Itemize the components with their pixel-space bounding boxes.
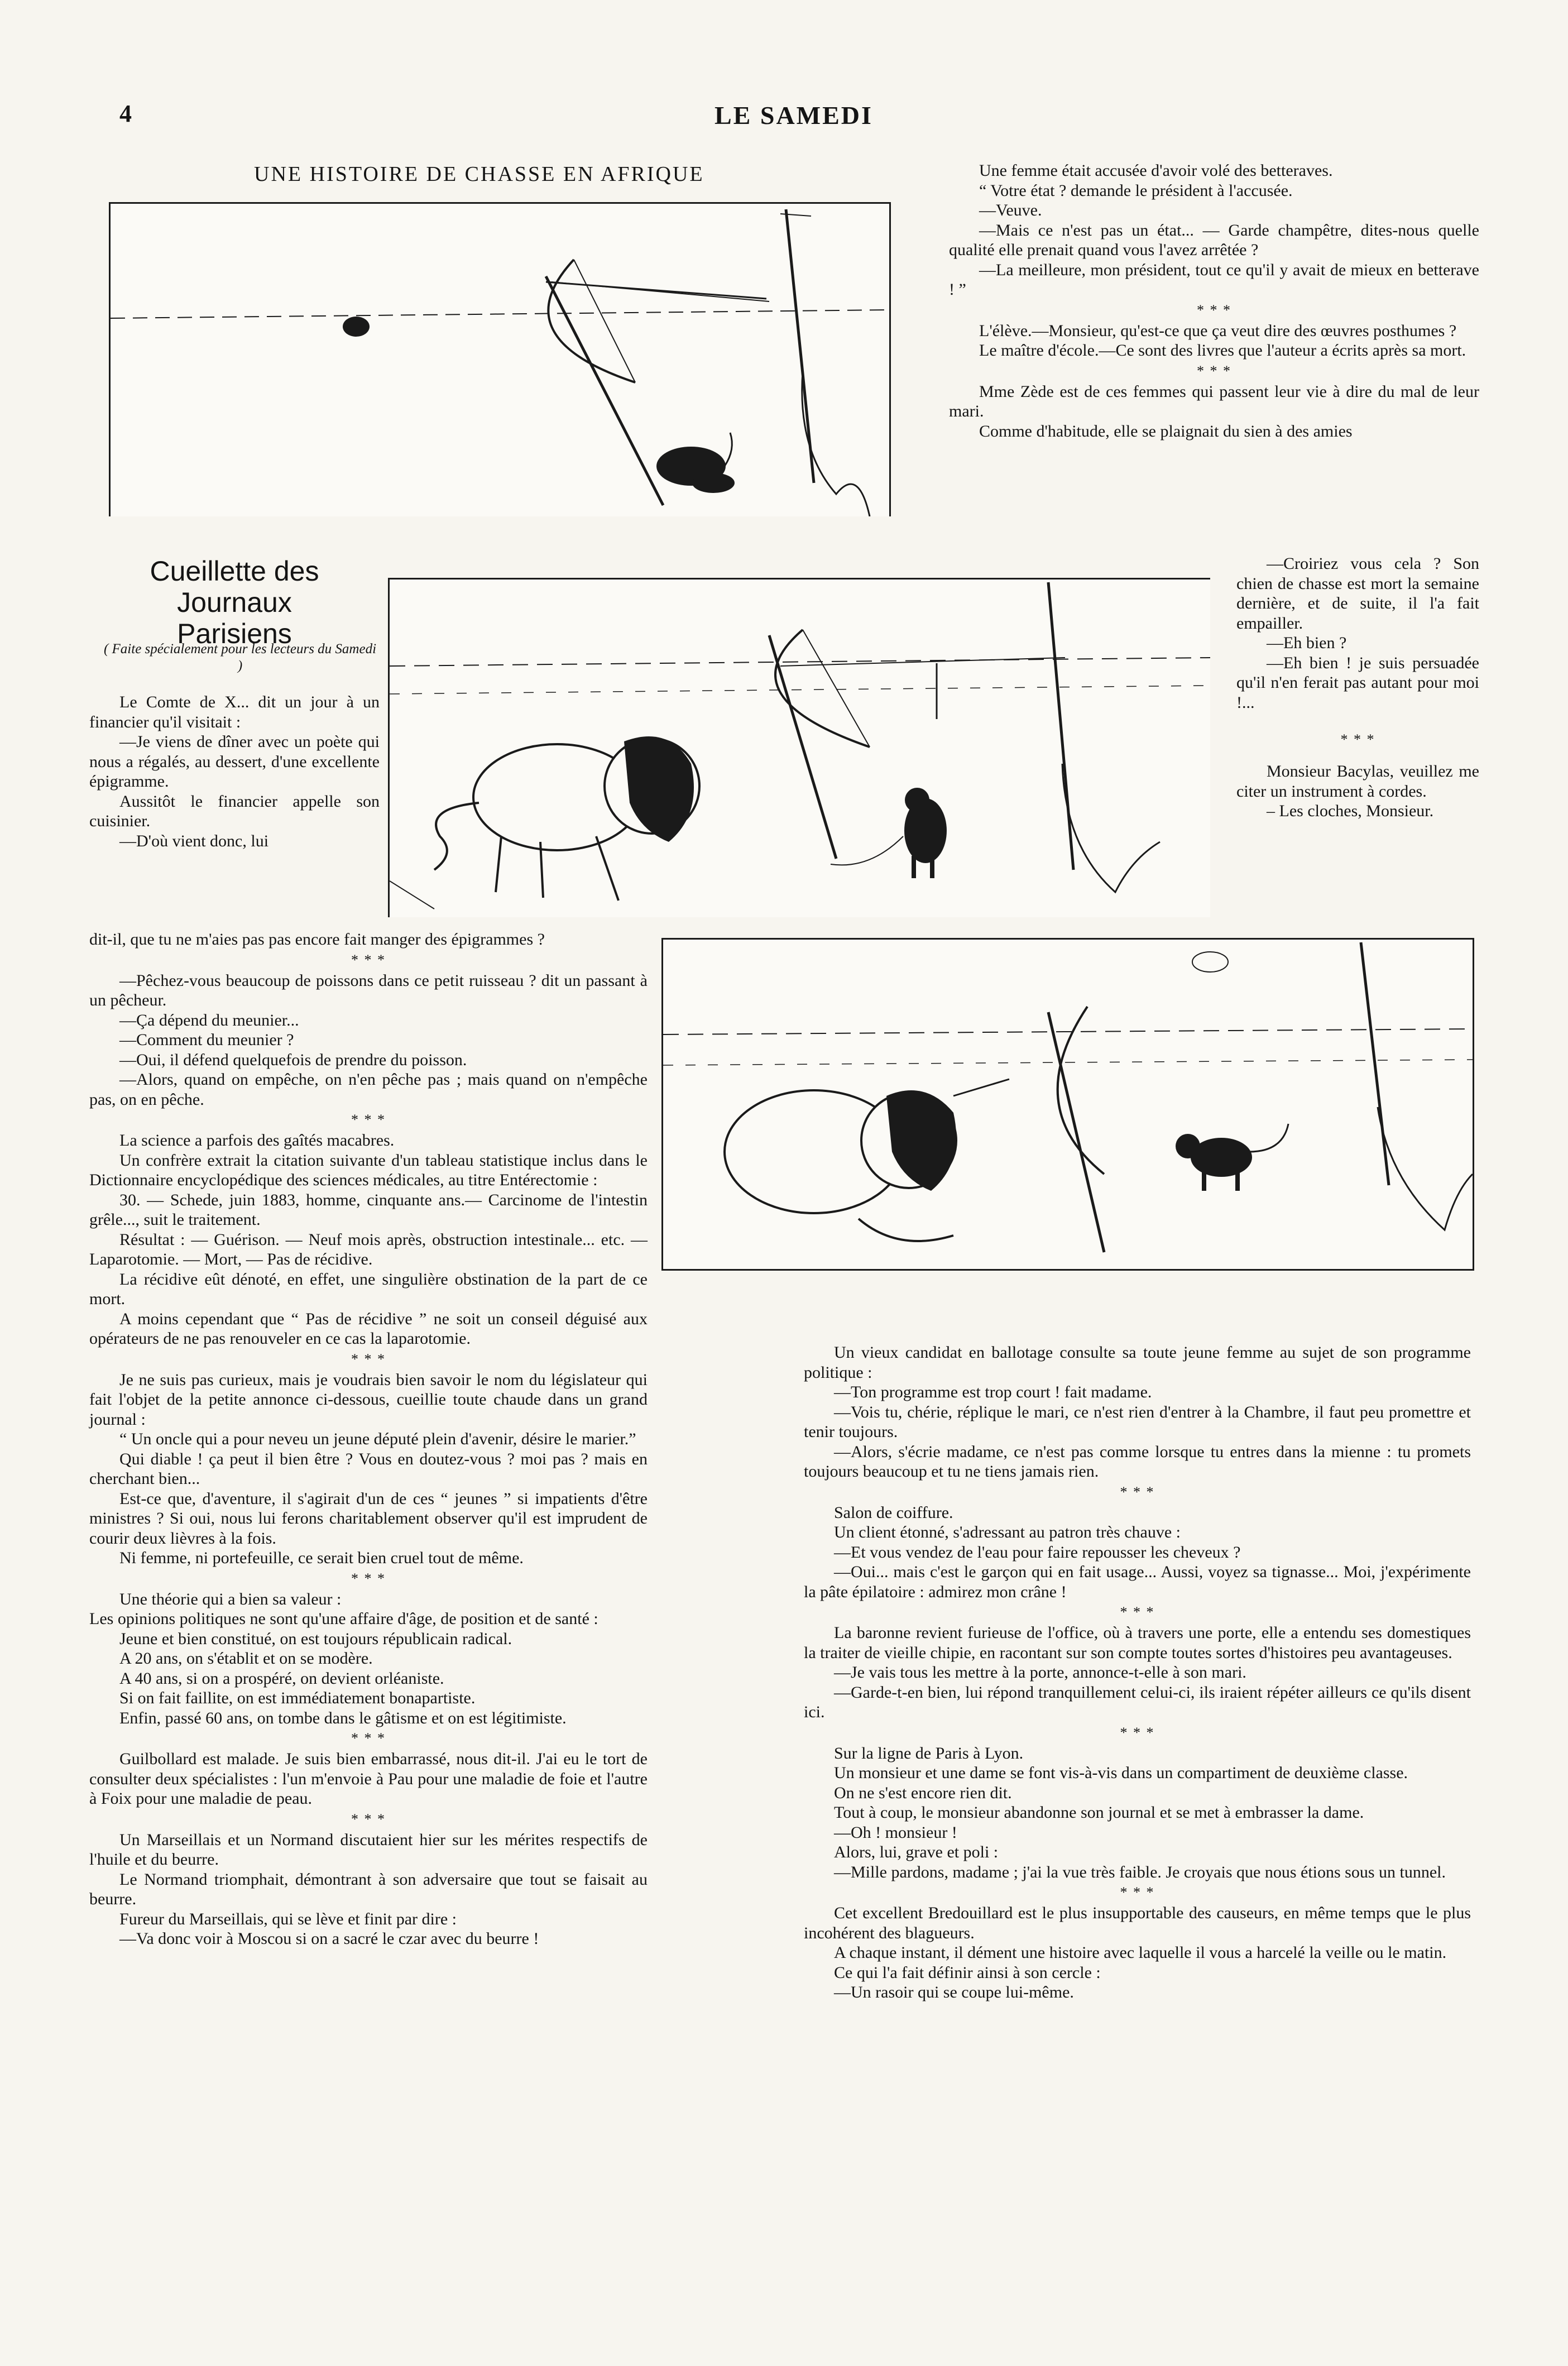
paragraph: —Eh bien ? xyxy=(1267,634,1347,652)
top-right-column xyxy=(949,161,1479,441)
paragraph: —Je vais tous les mettre à la porte, annonce-t-elle à son mari. xyxy=(834,1663,1246,1682)
asterism: * * * xyxy=(1197,362,1231,379)
asterism: * * * xyxy=(1120,1884,1155,1900)
asterism: * * * xyxy=(1120,1483,1155,1500)
lion-and-cat-scene-illustration xyxy=(390,579,1210,917)
paragraph: —La meilleure, mon président, tout ce qu'il y avait de mieux en betterave ! ” xyxy=(949,260,1479,299)
paragraph: Un Marseillais et un Normand discutaient hier sur les mérites respectifs de l'huile et du beurre. xyxy=(89,1830,648,1869)
paragraph: Tout à coup, le monsieur abandonne son journal et se met à embrasser la dame. xyxy=(834,1803,1364,1822)
right-main-column xyxy=(804,1343,1471,2003)
paragraph: —Alors, quand on empêche, on n'en pêche pas ; mais quand on n'empêche pas, on en pêche. xyxy=(89,1070,648,1109)
paragraph: – Les cloches, Monsieur. xyxy=(1267,802,1434,820)
paragraph: —Veuve. xyxy=(979,201,1042,219)
paragraph: A 40 ans, si on a prospéré, on devient orléaniste. xyxy=(119,1669,444,1688)
story-title: UNE HISTOIRE DE CHASSE EN AFRIQUE xyxy=(254,162,704,186)
illustration-panel-3 xyxy=(661,938,1474,1271)
section-title xyxy=(89,555,380,649)
paragraph: Un vieux candidat en ballotage consulte sa toute jeune femme au sujet de son programme politique : xyxy=(804,1343,1471,1382)
paragraph: Jeune et bien constitué, on est toujours républicain radical. xyxy=(119,1629,512,1648)
paragraph: A moins cependant que “ Pas de récidive ” ne soit un conseil déguisé aux opérateurs de ne pas renouveler en ce cas la laparotomie. xyxy=(89,1309,648,1348)
page-number: 4 xyxy=(119,100,132,127)
paragraph: Le Normand triomphait, démontrant à son adversaire que tout se faisait au beurre. xyxy=(89,1870,648,1908)
paragraph: —Comment du meunier ? xyxy=(119,1031,294,1049)
right-narrow-column xyxy=(1236,554,1479,821)
paragraph: Sur la ligne de Paris à Lyon. xyxy=(834,1744,1024,1762)
paragraph: Mme Zède est de ces femmes qui passent leur vie à dire du mal de leur mari. xyxy=(949,382,1479,420)
paragraph: Un confrère extrait la citation suivante d'un tableau statistique inclus dans le Dictionnaire encyclopédique des sciences médicales, au titre Entérectomie : xyxy=(89,1151,648,1189)
paragraph: —Oui, il défend quelquefois de prendre du poisson. xyxy=(119,1050,467,1069)
paragraph: —Et vous vendez de l'eau pour faire repousser les cheveux ? xyxy=(834,1543,1241,1562)
left-narrow-column xyxy=(89,692,380,851)
masthead: LE SAMEDI xyxy=(715,101,873,130)
paragraph: Une théorie qui a bien sa valeur : xyxy=(119,1589,342,1608)
paragraph: La récidive eût dénoté, en effet, une singulière obstination de la part de ce mort. xyxy=(89,1270,648,1308)
paragraph: —D'où vient donc, lui xyxy=(119,831,269,850)
paragraph: —Vois tu, chérie, réplique le mari, ce n'est rien d'entrer à la Chambre, il faut peu promettre et tenir toujours. xyxy=(804,1402,1471,1441)
paragraph: A chaque instant, il dément une histoire avec laquelle il vous a harcelé la veille ou le matin. xyxy=(834,1943,1447,1962)
illustration-panel-1 xyxy=(109,202,891,516)
asterism: * * * xyxy=(351,1350,386,1367)
paragraph: Je ne suis pas curieux, mais je voudrais bien savoir le nom du législateur qui fait l'objet de la petite annonce ci-dessous, cueillie toute chaude dans un grand journal : xyxy=(89,1370,648,1429)
paragraph: Alors, lui, grave et poli : xyxy=(834,1843,999,1861)
paragraph: Aussitôt le financier appelle son cuisinier. xyxy=(89,792,380,830)
paragraph: Si on fait faillite, on est immédiatement bonapartiste. xyxy=(119,1689,476,1707)
paragraph: “ Votre état ? demande le président à l'accusée. xyxy=(979,181,1293,200)
paragraph: Salon de coiffure. xyxy=(834,1503,953,1522)
asterism: * * * xyxy=(351,1730,386,1746)
paragraph: Guilbollard est malade. Je suis bien embarrassé, nous dit-il. J'ai eu le tort de consulter deux spécialistes : l'un m'envoie à Pau pour une maladie de foie et l'autre à Foix pour une maladie de peau. xyxy=(89,1750,648,1808)
lion-shot-scene-illustration xyxy=(663,940,1473,1269)
paragraph: Un client étonné, s'adressant au patron très chauve : xyxy=(834,1523,1181,1541)
asterism: * * * xyxy=(351,951,386,968)
paragraph: —Garde-t-en bien, lui répond tranquillement celui-ci, ils iraient répéter ailleurs ce qu'ils disent ici. xyxy=(804,1683,1471,1721)
paragraph: 30. — Schede, juin 1883, homme, cinquante ans.— Carcinome de l'intestin grêle..., suit le traitement. xyxy=(89,1190,648,1229)
paragraph: Le maître d'école.—Ce sont des livres que l'auteur a écrits après sa mort. xyxy=(979,341,1466,360)
paragraph: Monsieur Bacylas, veuillez me citer un instrument à cordes. xyxy=(1236,762,1479,801)
paragraph: Les opinions politiques ne sont qu'une affaire d'âge, de position et de santé : xyxy=(89,1610,598,1628)
paragraph: dit-il, que tu ne m'aies pas pas encore fait manger des épigrammes ? xyxy=(89,930,545,949)
paragraph: —Mais ce n'est pas un état... — Garde champêtre, dites-nous quelle qualité elle prenait quand vous l'avez arrêtée ? xyxy=(949,221,1479,259)
section-subtitle: ( Faite spécialement pour les lecteurs du Samedi ) xyxy=(103,641,377,673)
paragraph: —Ça dépend du meunier... xyxy=(119,1010,299,1029)
paragraph: Qui diable ! ça peut il bien être ? Vous en doutez-vous ? moi pas ? mais en cherchant bien... xyxy=(89,1449,648,1488)
paragraph: —Eh bien ! je suis persuadée qu'il n'en ferait pas autant pour moi !... xyxy=(1236,653,1479,712)
paragraph: A 20 ans, on s'établit et on se modère. xyxy=(119,1649,373,1668)
paragraph: Un monsieur et une dame se font vis-à-vis dans un compartiment de deuxième classe. xyxy=(834,1764,1408,1782)
paragraph: L'élève.—Monsieur, qu'est-ce que ça veut dire des œuvres posthumes ? xyxy=(979,321,1457,340)
paragraph: Cet excellent Bredouillard est le plus insupportable des causeurs, en même temps que le plus incohérent des blagueurs. xyxy=(804,1904,1471,1942)
paragraph: —Un rasoir qui se coupe lui-même. xyxy=(834,1983,1074,2001)
paragraph: Est-ce que, d'aventure, il s'agirait d'un de ces “ jeunes ” si impatients d'être ministres ? Si oui, nous lui ferons charitablement observer qu'il est imprudent de courir deux lièvres à la fois. xyxy=(89,1489,648,1548)
left-main-column xyxy=(89,930,648,1949)
asterism: * * * xyxy=(1340,731,1375,748)
paragraph: Ce qui l'a fait définir ainsi à son cercle : xyxy=(834,1963,1101,1982)
asterism: * * * xyxy=(351,1112,386,1128)
paragraph: Résultat : — Guérison. — Neuf mois après, obstruction intestinale... etc. — Laparotomie. — Mort, — Pas de récidive. xyxy=(89,1230,648,1268)
paragraph: La baronne revient furieuse de l'office, où à travers une porte, elle a entendu ses domestiques la traiter de vieille chipie, en racontant sur son compte toutes sortes d'histoires peu avantageuses. xyxy=(804,1623,1471,1662)
paragraph: Fureur du Marseillais, qui se lève et finit par dire : xyxy=(119,1909,457,1928)
paragraph: Le Comte de X... dit un jour à un financier qu'il visitait : xyxy=(89,693,380,731)
paragraph: —Je viens de dîner avec un poète qui nous a régalés, au dessert, d'une excellente épigramme. xyxy=(89,732,380,791)
asterism: * * * xyxy=(1120,1604,1155,1620)
paragraph: Comme d'habitude, elle se plaignait du sien à des amies xyxy=(979,422,1353,440)
paragraph: Ni femme, ni portefeuille, ce serait bien cruel tout de même. xyxy=(119,1549,524,1567)
paragraph: —Oui... mais c'est le garçon qui en fait usage... Aussi, voyez sa tignasse... Moi, j'expérimente la pâte épilatoire : admirez mon crâne ! xyxy=(804,1563,1471,1601)
paragraph: —Alors, s'écrie madame, ce n'est pas comme lorsque tu entres dans la mienne : tu promets toujours beaucoup et tu ne tiens jamais rien. xyxy=(804,1442,1471,1481)
paragraph: Une femme était accusée d'avoir volé des betteraves. xyxy=(979,161,1333,180)
section-title-line1: Cueillette des Journaux xyxy=(150,555,319,618)
paragraph: —Oh ! monsieur ! xyxy=(834,1823,957,1842)
trap-scene-illustration xyxy=(111,204,889,516)
asterism: * * * xyxy=(1120,1724,1155,1741)
section-title-line2: Parisiens xyxy=(177,618,292,649)
asterism: * * * xyxy=(1197,301,1231,318)
paragraph: —Mille pardons, madame ; j'ai la vue très faible. Je croyais que nous étions sous un tunnel. xyxy=(834,1862,1446,1881)
paragraph: —Va donc voir à Moscou si on a sacré le czar avec du beurre ! xyxy=(119,1929,539,1948)
paragraph: —Croiriez vous cela ? Son chien de chasse est mort la semaine dernière, et de suite, il l'a fait empailler. xyxy=(1236,554,1479,633)
paragraph: —Ton programme est trop court ! fait madame. xyxy=(834,1383,1152,1401)
asterism: * * * xyxy=(351,1570,386,1587)
paragraph: La science a parfois des gaîtés macabres. xyxy=(119,1131,395,1150)
illustration-panel-2 xyxy=(388,578,1210,917)
paragraph: “ Un oncle qui a pour neveu un jeune député plein d'avenir, désire le marier.” xyxy=(119,1430,636,1448)
asterism: * * * xyxy=(351,1811,386,1827)
paragraph: Enfin, passé 60 ans, on tombe dans le gâtisme et on est légitimiste. xyxy=(119,1708,567,1727)
paragraph: —Pêchez-vous beaucoup de poissons dans ce petit ruisseau ? dit un passant à un pêcheur. xyxy=(89,971,648,1009)
paragraph: On ne s'est encore rien dit. xyxy=(834,1783,1012,1802)
